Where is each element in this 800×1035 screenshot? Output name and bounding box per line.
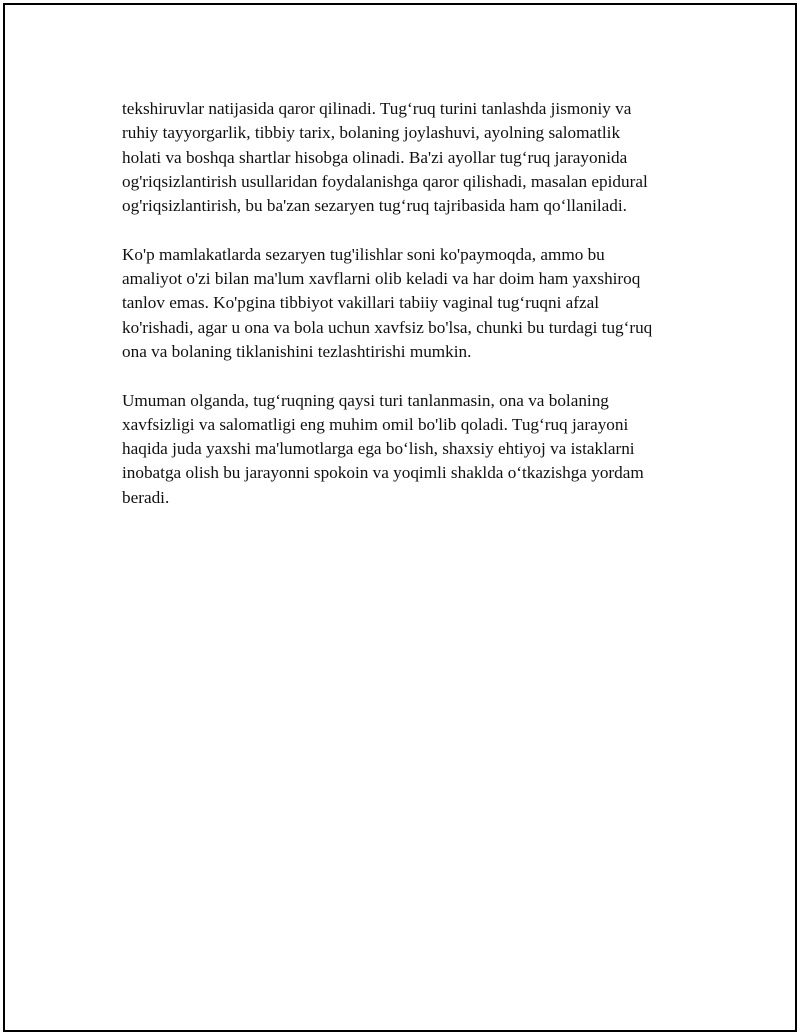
paragraph-line: inobatga olish bu jarayonni spokoin va yoqimli shaklda o‘tkazishga yordam [122, 463, 644, 483]
paragraph-line: holati va boshqa shartlar hisobga olinadi. Ba'zi ayollar tug‘ruq jarayonida [122, 147, 628, 167]
paragraph-1 [122, 97, 702, 218]
paragraph-line: ruhiy tayyorgarlik, tibbiy tarix, bolaning joylashuvi, ayolning salomatlik [122, 123, 621, 143]
paragraph-line: haqida juda yaxshi ma'lumotlarga ega bo‘lish, shaxsiy ehtiyoj va istaklarni [122, 439, 635, 459]
paragraph-line: beradi. [122, 487, 170, 507]
paragraph-2 [122, 243, 702, 364]
paragraph-line: xavfsizligi va salomatligi eng muhim omil bo'lib qoladi. Tug‘ruq jarayoni [122, 414, 629, 434]
paragraph-line: Ko'p mamlakatlarda sezaryen tug'ilishlar soni ko'paymoqda, ammo bu [122, 244, 605, 264]
paragraph-line: tanlov emas. Ko'pgina tibbiyot vakillari tabiiy vaginal tug‘ruqni afzal [122, 293, 600, 313]
paragraph-line: ko'rishadi, agar u ona va bola uchun xavfsiz bo'lsa, chunki bu turdagi tug‘ruq [122, 317, 653, 337]
paragraph-line: Umuman olganda, tug‘ruqning qaysi turi tanlanmasin, ona va bolaning [122, 390, 609, 410]
paragraph-line: og'riqsizlantirish usullaridan foydalanishga qaror qilishadi, masalan epidural [122, 171, 648, 191]
paragraph-3 [122, 389, 702, 510]
paragraph-line: amaliyot o'zi bilan ma'lum xavflarni olib keladi va har doim ham yaxshiroq [122, 269, 641, 289]
page-frame [3, 3, 797, 1032]
paragraph-line: tekshiruvlar natijasida qaror qilinadi. Tug‘ruq turini tanlashda jismoniy va [122, 99, 632, 118]
paragraph-line: og'riqsizlantirish, bu ba'zan sezaryen tug‘ruq tajribasida ham qo‘llaniladi. [122, 196, 627, 216]
document-body [122, 97, 702, 534]
paragraph-line: ona va bolaning tiklanishini tezlashtirishi mumkin. [122, 341, 472, 361]
